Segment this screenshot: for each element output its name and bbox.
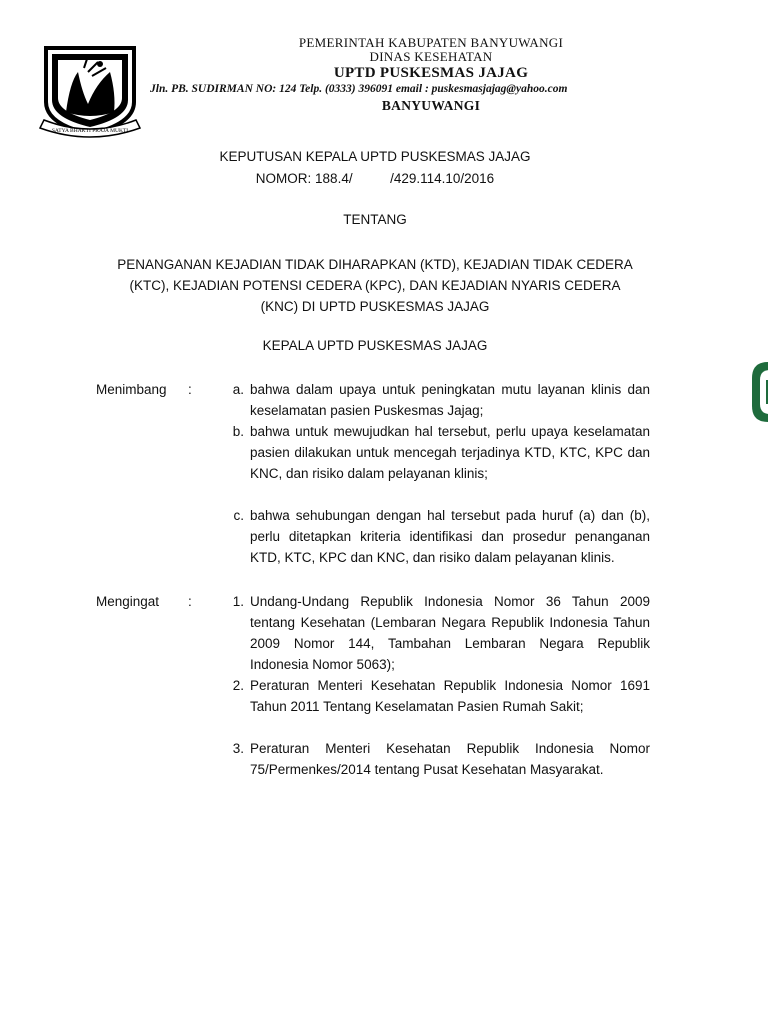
mengingat-item <box>216 675 650 717</box>
item-text: Peraturan Menteri Kesehatan Republik Indonesia Nomor 1691 Tahun 2011 Tentang Keselamatan Pasien Rumah Sakit; <box>250 678 650 714</box>
banyuwangi-emblem-logo <box>36 42 144 142</box>
letterhead <box>148 36 714 115</box>
decree-issuer: KEPALA UPTD PUSKESMAS JAJAG <box>262 338 488 353</box>
menimbang-section <box>96 379 656 589</box>
decree-title: KEPUTUSAN KEPALA UPTD PUSKESMAS JAJAG <box>219 149 531 164</box>
item-marker: 3. <box>232 741 244 756</box>
decree-number: NOMOR: 188.4/ /429.114.10/2016 <box>255 171 495 186</box>
mengingat-section <box>96 591 656 781</box>
mengingat-label: Mengingat <box>96 594 160 609</box>
menimbang-item <box>216 505 650 568</box>
item-marker: 2. <box>232 678 244 693</box>
letterhead-government: PEMERINTAH KABUPATEN BANYUWANGI <box>298 35 564 50</box>
decree-subject-line: (KNC) DI UPTD PUSKESMAS JAJAG <box>260 299 490 314</box>
menimbang-colon: : <box>188 382 192 397</box>
item-text: Undang-Undang Republik Indonesia Nomor 36 Tahun 2009 tentang Kesehatan (Lembaran Negara Republik Indonesia Tahun 2009 Nomor 144, Tambahan Lembaran Negara Republik Indonesia Nomor 5063); <box>250 594 650 672</box>
item-text: Peraturan Menteri Kesehatan Republik Indonesia Nomor 75/Permenkes/2014 tentang Pusat Kesehatan Masyarakat. <box>250 741 650 777</box>
menimbang-item <box>216 421 650 484</box>
decree-tentang: TENTANG <box>343 212 407 227</box>
decree-subject-line: PENANGANAN KEJADIAN TIDAK DIHARAPKAN (KTD), KEJADIAN TIDAK CEDERA <box>117 257 633 272</box>
letterhead-institution: UPTD PUSKESMAS JAJAG <box>333 65 529 81</box>
letterhead-city: BANYUWANGI <box>381 98 481 113</box>
item-text: bahwa sehubungan dengan hal tersebut pada huruf (a) dan (b), perlu ditetapkan kriteria identifikasi dan prosedur penanganan KTD, KTC, KPC dan KNC, dan risiko dalam pelayanan klinis. <box>250 508 650 565</box>
letterhead-address: Jln. PB. SUDIRMAN NO: 124 Telp. (0333) 396091 email : puskesmasjajag@yahoo.com <box>150 83 568 95</box>
mengingat-item <box>216 591 650 675</box>
item-text: bahwa dalam upaya untuk peningkatan mutu layanan klinis dan keselamatan pasien Puskesmas Jajag; <box>250 382 650 418</box>
mengingat-item <box>216 738 650 780</box>
item-marker: a. <box>232 382 244 397</box>
item-marker: 1. <box>232 594 244 609</box>
item-marker: b. <box>232 424 244 439</box>
item-text: bahwa untuk mewujudkan hal tersebut, perlu upaya keselamatan pasien dilakukan untuk mencegah terjadinya KTD, KTC, KPC dan KNC, dan risiko dalam pelayanan klinis; <box>250 424 650 481</box>
menimbang-item <box>216 379 650 421</box>
item-marker: c. <box>233 508 244 523</box>
mengingat-colon: : <box>188 594 192 609</box>
green-badge-icon <box>748 360 768 424</box>
letterhead-department: DINAS KESEHATAN <box>369 49 493 64</box>
decree-subject <box>80 254 670 317</box>
svg-text:SATYA BHAKTI PRAJA MUKTI: SATYA BHAKTI PRAJA MUKTI <box>51 128 129 134</box>
menimbang-label: Menimbang <box>96 382 167 397</box>
decree-subject-line: (KTC), KEJADIAN POTENSI CEDERA (KPC), DAN KEJADIAN NYARIS CEDERA <box>129 278 621 293</box>
